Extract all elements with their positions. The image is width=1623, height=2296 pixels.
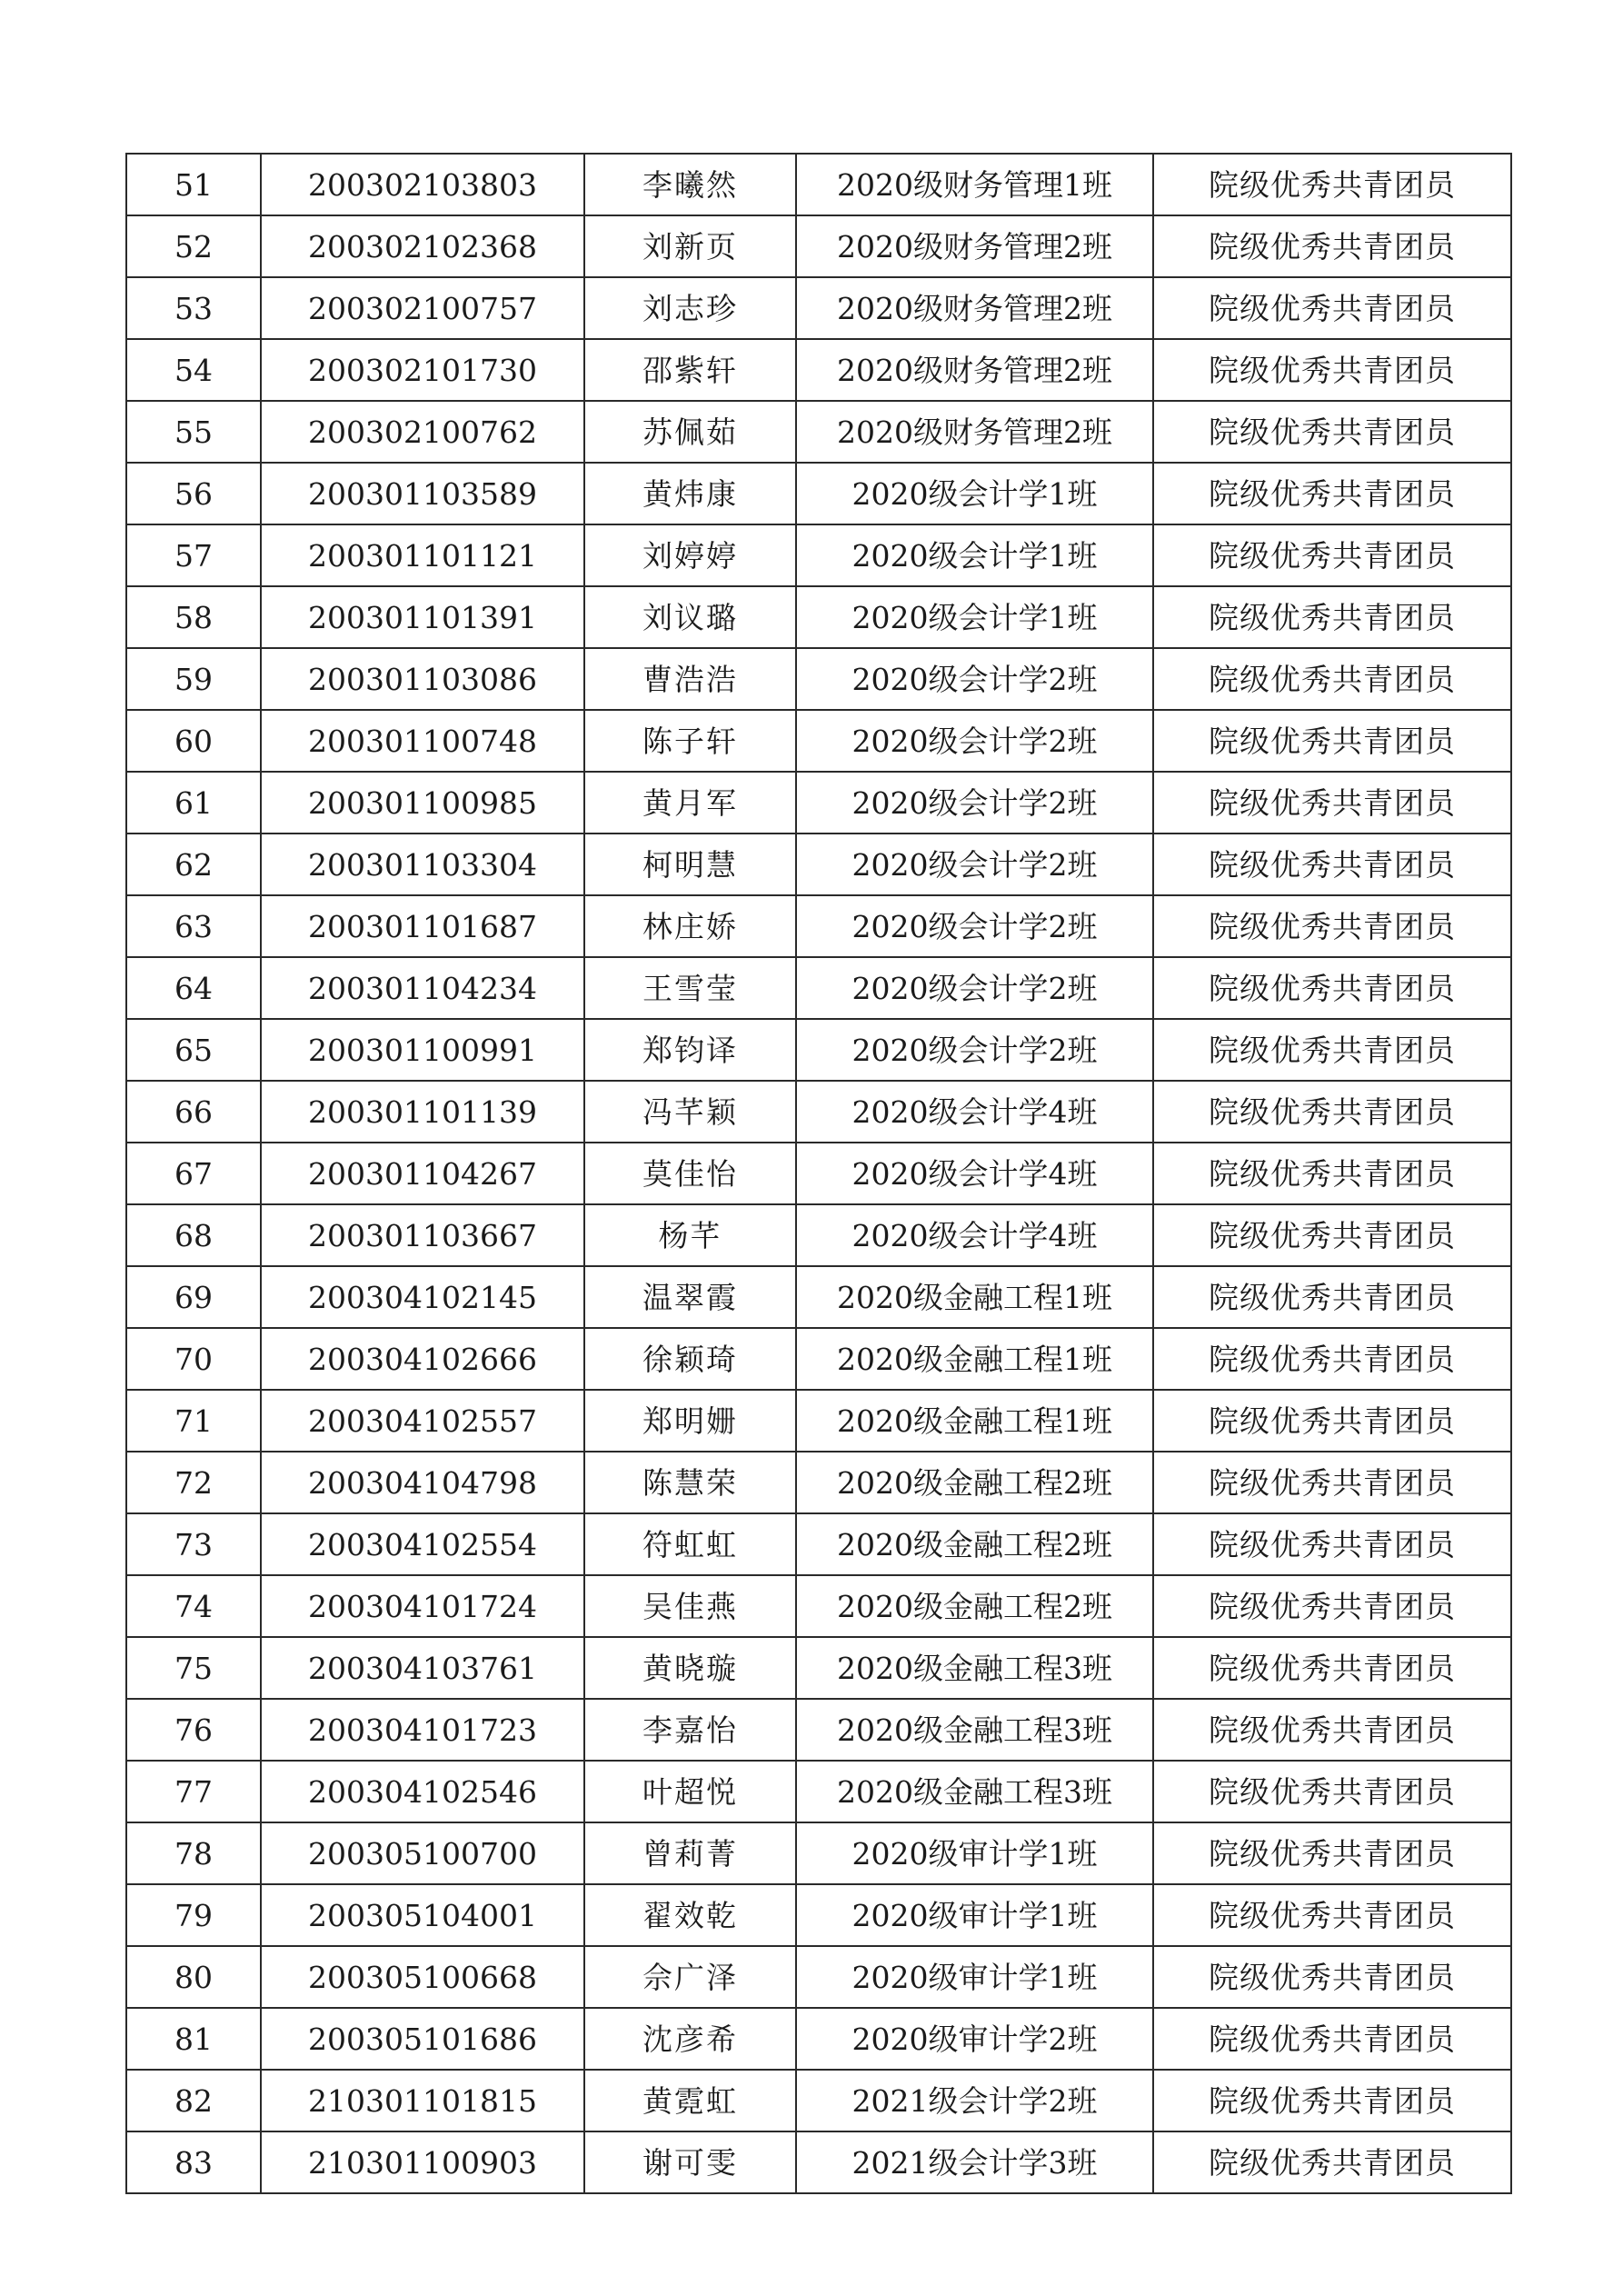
honor-title: 院级优秀共青团员	[1153, 895, 1511, 957]
student-id: 200301103589	[261, 463, 584, 524]
table-row	[126, 2008, 1511, 2070]
student-id: 200301101391	[261, 586, 584, 648]
student-name: 佘广泽	[584, 1946, 796, 2008]
class-name: 2020级财务管理2班	[796, 215, 1153, 277]
row-number: 60	[126, 710, 261, 772]
class-name: 2020级金融工程3班	[796, 1761, 1153, 1822]
row-number: 58	[126, 586, 261, 648]
student-id: 200304102557	[261, 1390, 584, 1452]
honor-title: 院级优秀共青团员	[1153, 401, 1511, 463]
student-name: 郑钧译	[584, 1019, 796, 1081]
student-id: 200305100700	[261, 1822, 584, 1884]
student-id: 200304103761	[261, 1637, 584, 1699]
table-row	[126, 957, 1511, 1019]
table-row	[126, 834, 1511, 895]
student-name: 曾莉菁	[584, 1822, 796, 1884]
student-id: 200302102368	[261, 215, 584, 277]
row-number: 83	[126, 2131, 261, 2193]
honor-title: 院级优秀共青团员	[1153, 1575, 1511, 1637]
student-id: 200302100757	[261, 277, 584, 339]
student-name: 叶超悦	[584, 1761, 796, 1822]
class-name: 2020级会计学1班	[796, 463, 1153, 524]
student-name: 苏佩茹	[584, 401, 796, 463]
row-number: 67	[126, 1143, 261, 1204]
row-number: 80	[126, 1946, 261, 2008]
student-id: 200301100748	[261, 710, 584, 772]
student-name: 黄月军	[584, 772, 796, 834]
row-number: 68	[126, 1204, 261, 1266]
honor-title: 院级优秀共青团员	[1153, 2008, 1511, 2070]
class-name: 2020级会计学2班	[796, 834, 1153, 895]
table-row	[126, 1390, 1511, 1452]
student-name: 吴佳燕	[584, 1575, 796, 1637]
student-name: 刘志珍	[584, 277, 796, 339]
student-name: 林庄娇	[584, 895, 796, 957]
student-id: 200301104234	[261, 957, 584, 1019]
student-id: 200304101723	[261, 1699, 584, 1761]
student-id: 200301101139	[261, 1081, 584, 1143]
student-id: 200305104001	[261, 1884, 584, 1946]
student-name: 刘议璐	[584, 586, 796, 648]
honor-title: 院级优秀共青团员	[1153, 277, 1511, 339]
row-number: 53	[126, 277, 261, 339]
row-number: 77	[126, 1761, 261, 1822]
honor-title: 院级优秀共青团员	[1153, 463, 1511, 524]
honor-title: 院级优秀共青团员	[1153, 1884, 1511, 1946]
row-number: 52	[126, 215, 261, 277]
class-name: 2020级会计学2班	[796, 957, 1153, 1019]
class-name: 2020级金融工程1班	[796, 1266, 1153, 1328]
class-name: 2020级财务管理2班	[796, 401, 1153, 463]
student-id: 200304102666	[261, 1328, 584, 1390]
class-name: 2020级金融工程2班	[796, 1452, 1153, 1513]
student-name: 杨芊	[584, 1204, 796, 1266]
row-number: 72	[126, 1452, 261, 1513]
student-id: 200301103667	[261, 1204, 584, 1266]
honor-title: 院级优秀共青团员	[1153, 1822, 1511, 1884]
row-number: 65	[126, 1019, 261, 1081]
table-row	[126, 1513, 1511, 1575]
honor-title: 院级优秀共青团员	[1153, 1328, 1511, 1390]
row-number: 56	[126, 463, 261, 524]
class-name: 2020级会计学1班	[796, 586, 1153, 648]
table-row	[126, 1822, 1511, 1884]
honor-title: 院级优秀共青团员	[1153, 648, 1511, 710]
honor-title: 院级优秀共青团员	[1153, 834, 1511, 895]
honor-title: 院级优秀共青团员	[1153, 1637, 1511, 1699]
row-number: 82	[126, 2070, 261, 2131]
honor-title: 院级优秀共青团员	[1153, 1452, 1511, 1513]
row-number: 66	[126, 1081, 261, 1143]
student-id: 200301101121	[261, 524, 584, 586]
table-row	[126, 1637, 1511, 1699]
honor-title: 院级优秀共青团员	[1153, 957, 1511, 1019]
row-number: 69	[126, 1266, 261, 1328]
table-row	[126, 648, 1511, 710]
honor-title: 院级优秀共青团员	[1153, 1081, 1511, 1143]
student-name: 黄霓虹	[584, 2070, 796, 2131]
table-row	[126, 2131, 1511, 2193]
row-number: 81	[126, 2008, 261, 2070]
row-number: 59	[126, 648, 261, 710]
class-name: 2020级金融工程3班	[796, 1637, 1153, 1699]
student-id: 200302101730	[261, 339, 584, 401]
class-name: 2020级会计学2班	[796, 648, 1153, 710]
honor-title: 院级优秀共青团员	[1153, 1390, 1511, 1452]
student-name: 王雪莹	[584, 957, 796, 1019]
honor-title: 院级优秀共青团员	[1153, 524, 1511, 586]
student-name: 刘新页	[584, 215, 796, 277]
student-id: 200304102546	[261, 1761, 584, 1822]
class-name: 2020级审计学1班	[796, 1946, 1153, 2008]
row-number: 55	[126, 401, 261, 463]
table-row	[126, 277, 1511, 339]
row-number: 73	[126, 1513, 261, 1575]
student-id: 210301100903	[261, 2131, 584, 2193]
class-name: 2020级金融工程1班	[796, 1328, 1153, 1390]
row-number: 78	[126, 1822, 261, 1884]
honor-roster-table	[125, 153, 1512, 2194]
row-number: 79	[126, 1884, 261, 1946]
class-name: 2020级会计学4班	[796, 1081, 1153, 1143]
class-name: 2020级会计学1班	[796, 524, 1153, 586]
honor-title: 院级优秀共青团员	[1153, 215, 1511, 277]
honor-title: 院级优秀共青团员	[1153, 2070, 1511, 2131]
student-name: 刘婷婷	[584, 524, 796, 586]
table-row	[126, 1204, 1511, 1266]
table-row	[126, 1081, 1511, 1143]
student-name: 曹浩浩	[584, 648, 796, 710]
table-row	[126, 1884, 1511, 1946]
class-name: 2020级财务管理2班	[796, 277, 1153, 339]
row-number: 70	[126, 1328, 261, 1390]
table-row	[126, 154, 1511, 215]
table-row	[126, 215, 1511, 277]
student-name: 沈彦希	[584, 2008, 796, 2070]
student-name: 陈子轩	[584, 710, 796, 772]
honor-title: 院级优秀共青团员	[1153, 1513, 1511, 1575]
student-name: 冯芊颖	[584, 1081, 796, 1143]
row-number: 62	[126, 834, 261, 895]
row-number: 76	[126, 1699, 261, 1761]
honor-title: 院级优秀共青团员	[1153, 1699, 1511, 1761]
student-id: 200302100762	[261, 401, 584, 463]
honor-title: 院级优秀共青团员	[1153, 772, 1511, 834]
row-number: 71	[126, 1390, 261, 1452]
student-name: 徐颖琦	[584, 1328, 796, 1390]
class-name: 2020级金融工程1班	[796, 1390, 1153, 1452]
student-name: 郑明姗	[584, 1390, 796, 1452]
class-name: 2020级审计学1班	[796, 1822, 1153, 1884]
student-id: 200304101724	[261, 1575, 584, 1637]
student-name: 黄晓璇	[584, 1637, 796, 1699]
table-row	[126, 1266, 1511, 1328]
student-name: 莫佳怡	[584, 1143, 796, 1204]
class-name: 2020级审计学1班	[796, 1884, 1153, 1946]
row-number: 54	[126, 339, 261, 401]
student-name: 翟效乾	[584, 1884, 796, 1946]
student-name: 符虹虹	[584, 1513, 796, 1575]
student-name: 黄炜康	[584, 463, 796, 524]
student-id: 200305101686	[261, 2008, 584, 2070]
student-name: 陈慧荣	[584, 1452, 796, 1513]
table-row	[126, 2070, 1511, 2131]
class-name: 2020级财务管理1班	[796, 154, 1153, 215]
table-row	[126, 401, 1511, 463]
row-number: 63	[126, 895, 261, 957]
honor-title: 院级优秀共青团员	[1153, 1019, 1511, 1081]
student-name: 谢可雯	[584, 2131, 796, 2193]
class-name: 2020级金融工程2班	[796, 1513, 1153, 1575]
table-row	[126, 895, 1511, 957]
table-row	[126, 1328, 1511, 1390]
class-name: 2020级会计学4班	[796, 1143, 1153, 1204]
student-id: 210301101815	[261, 2070, 584, 2131]
honor-title: 院级优秀共青团员	[1153, 710, 1511, 772]
class-name: 2020级金融工程3班	[796, 1699, 1153, 1761]
honor-title: 院级优秀共青团员	[1153, 339, 1511, 401]
honor-title: 院级优秀共青团员	[1153, 2131, 1511, 2193]
roster-body	[126, 154, 1511, 2193]
student-name: 柯明慧	[584, 834, 796, 895]
student-id: 200301100985	[261, 772, 584, 834]
honor-title: 院级优秀共青团员	[1153, 1143, 1511, 1204]
table-row	[126, 710, 1511, 772]
class-name: 2020级审计学2班	[796, 2008, 1153, 2070]
row-number: 74	[126, 1575, 261, 1637]
student-name: 李曦然	[584, 154, 796, 215]
row-number: 75	[126, 1637, 261, 1699]
table-row	[126, 1019, 1511, 1081]
class-name: 2020级会计学2班	[796, 772, 1153, 834]
table-row	[126, 1575, 1511, 1637]
student-id: 200301100991	[261, 1019, 584, 1081]
row-number: 57	[126, 524, 261, 586]
class-name: 2020级会计学2班	[796, 710, 1153, 772]
class-name: 2020级会计学2班	[796, 1019, 1153, 1081]
honor-title: 院级优秀共青团员	[1153, 1266, 1511, 1328]
table-row	[126, 339, 1511, 401]
class-name: 2020级会计学2班	[796, 895, 1153, 957]
class-name: 2021级会计学3班	[796, 2131, 1153, 2193]
table-row	[126, 1452, 1511, 1513]
class-name: 2020级金融工程2班	[796, 1575, 1153, 1637]
class-name: 2020级财务管理2班	[796, 339, 1153, 401]
table-row	[126, 1761, 1511, 1822]
honor-title: 院级优秀共青团员	[1153, 1761, 1511, 1822]
student-id: 200304102145	[261, 1266, 584, 1328]
student-id: 200304102554	[261, 1513, 584, 1575]
table-row	[126, 463, 1511, 524]
row-number: 64	[126, 957, 261, 1019]
student-id: 200302103803	[261, 154, 584, 215]
honor-title: 院级优秀共青团员	[1153, 586, 1511, 648]
student-name: 李嘉怡	[584, 1699, 796, 1761]
table-row	[126, 1699, 1511, 1761]
table-row	[126, 586, 1511, 648]
honor-title: 院级优秀共青团员	[1153, 154, 1511, 215]
table-row	[126, 1143, 1511, 1204]
table-row	[126, 524, 1511, 586]
class-name: 2020级会计学4班	[796, 1204, 1153, 1266]
student-id: 200301104267	[261, 1143, 584, 1204]
honor-title: 院级优秀共青团员	[1153, 1946, 1511, 2008]
class-name: 2021级会计学2班	[796, 2070, 1153, 2131]
student-name: 温翠霞	[584, 1266, 796, 1328]
row-number: 61	[126, 772, 261, 834]
student-id: 200301103086	[261, 648, 584, 710]
student-id: 200305100668	[261, 1946, 584, 2008]
student-id: 200301101687	[261, 895, 584, 957]
row-number: 51	[126, 154, 261, 215]
table-row	[126, 1946, 1511, 2008]
student-id: 200301103304	[261, 834, 584, 895]
student-name: 邵紫轩	[584, 339, 796, 401]
honor-title: 院级优秀共青团员	[1153, 1204, 1511, 1266]
table-row	[126, 772, 1511, 834]
student-id: 200304104798	[261, 1452, 584, 1513]
document-page	[125, 153, 1510, 2194]
